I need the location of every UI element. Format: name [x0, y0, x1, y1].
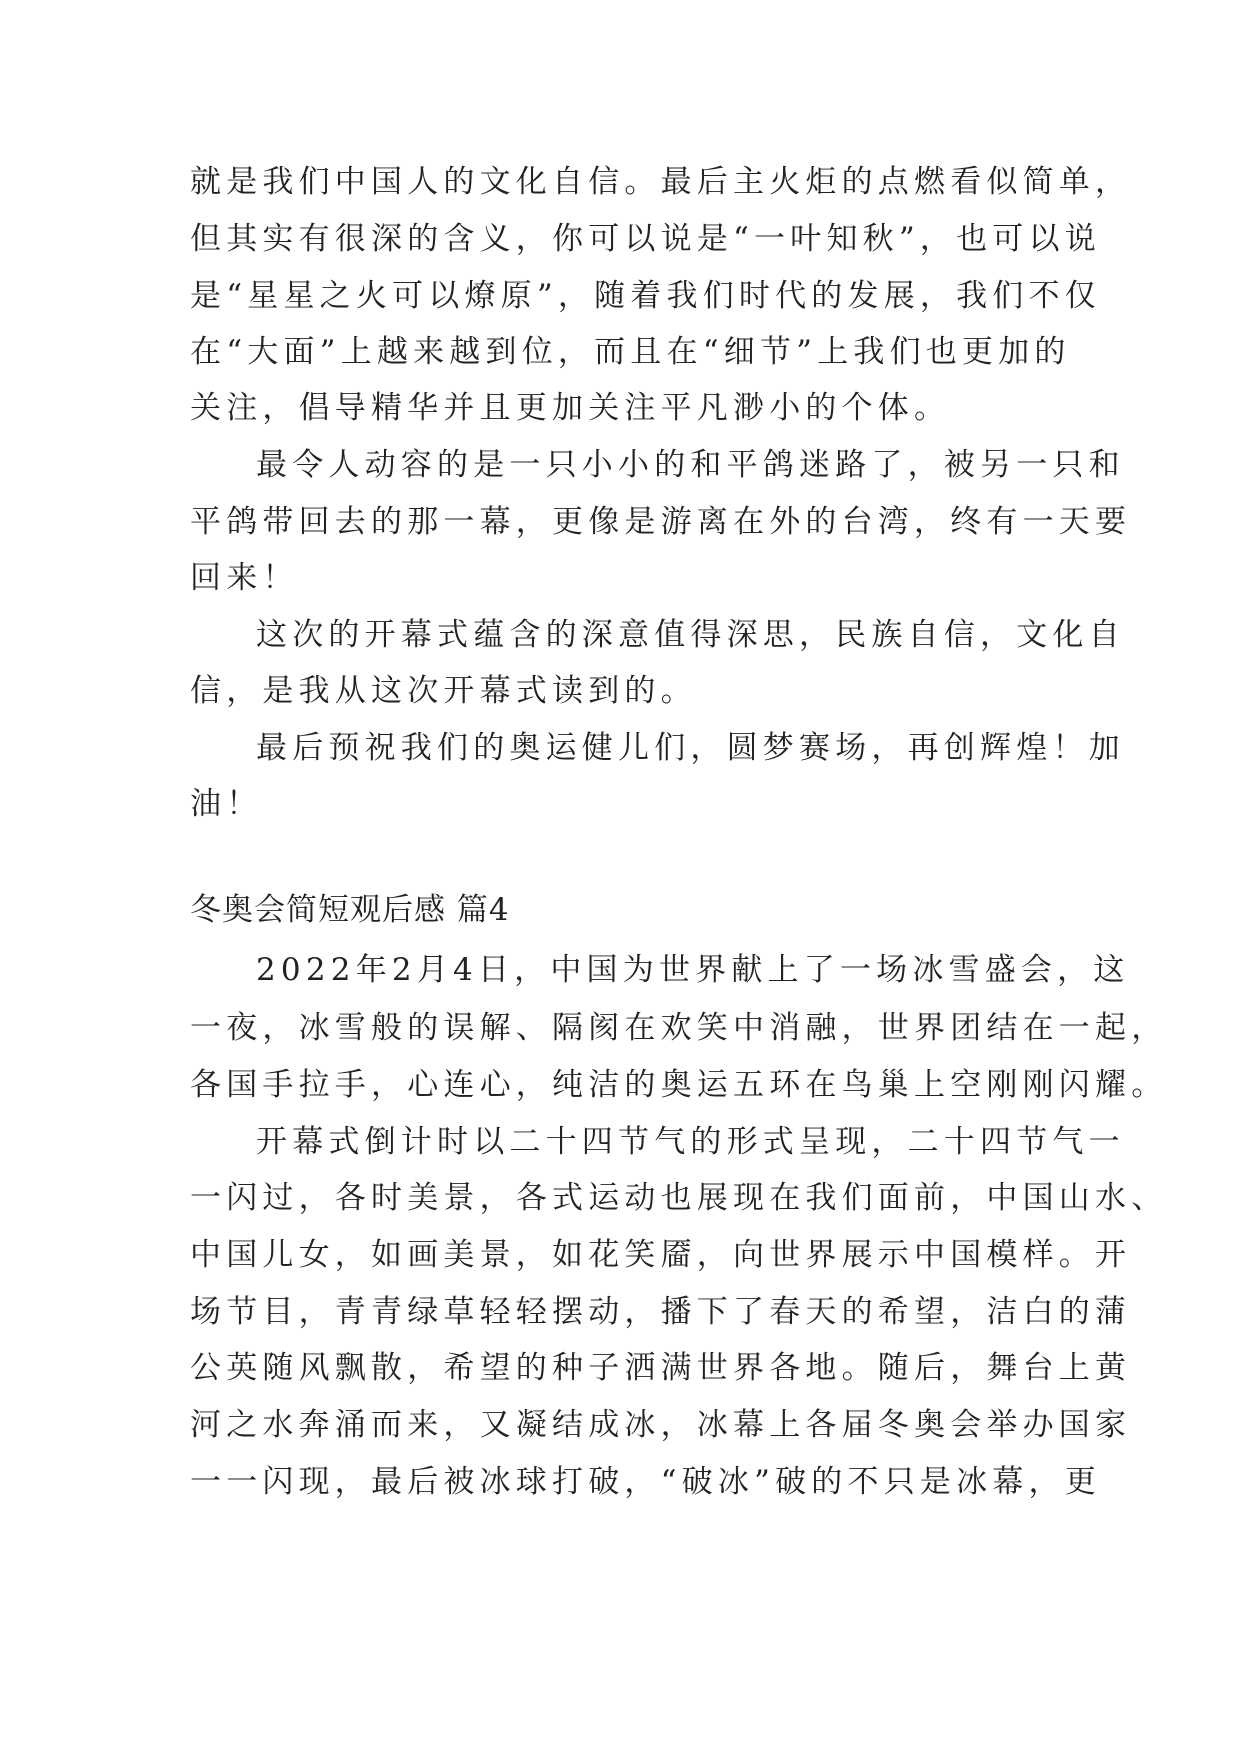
text-line: 但其实有很深的含义，你可以说是“一叶知秋”，也可以说 — [190, 221, 1101, 257]
text-line: 河之水奔涌而来，又凝结成冰，冰幕上各届冬奥会举办国家 — [190, 1407, 1132, 1443]
text-line: 就是我们中国人的文化自信。最后主火炬的点燃看似简单， — [190, 164, 1132, 200]
text-line: 最后预祝我们的奥运健儿们，圆梦赛场，再创辉煌！加 — [256, 730, 1125, 766]
text-line: 关注，倡导精华并且更加关注平凡渺小的个体。 — [190, 390, 951, 426]
text-line: 2022年2月4日，中国为世界献上了一场冰雪盛会，这 — [256, 952, 1130, 988]
text-line: 场节目，青青绿草轻轻摆动，播下了春天的希望，洁白的蒲 — [190, 1294, 1132, 1330]
text-line: 油！ — [190, 786, 263, 822]
text-line: 是“星星之火可以燎原”，随着我们时代的发展，我们不仅 — [190, 278, 1101, 314]
text-line: 中国儿女，如画美景，如花笑靥，向世界展示中国模样。开 — [190, 1237, 1132, 1273]
text-line: 一闪过，各时美景，各式运动也展现在我们面前，中国山水、 — [190, 1180, 1168, 1216]
text-line: 信，是我从这次开幕式读到的。 — [190, 673, 697, 709]
text-line: 最令人动容的是一只小小的和平鸽迷路了，被另一只和 — [256, 447, 1125, 483]
text-line: 这次的开幕式蕴含的深意值得深思，民族自信，文化自 — [256, 617, 1125, 653]
section-heading: 冬奥会简短观后感 篇4 — [190, 892, 510, 928]
text-line: 公英随风飘散，希望的种子洒满世界各地。随后，舞台上黄 — [190, 1350, 1132, 1386]
text-line: 在“大面”上越来越到位，而且在“细节”上我们也更加的 — [190, 334, 1071, 370]
text-line: 一一闪现，最后被冰球打破，“破冰”破的不只是冰幕，更 — [190, 1464, 1101, 1500]
text-line: 一夜，冰雪般的误解、隔阂在欢笑中消融，世界团结在一起， — [190, 1010, 1168, 1046]
text-line: 回来！ — [190, 560, 299, 596]
text-line: 开幕式倒计时以二十四节气的形式呈现，二十四节气一 — [256, 1124, 1125, 1160]
text-line: 平鸽带回去的那一幕，更像是游离在外的台湾，终有一天要 — [190, 504, 1132, 540]
text-line: 各国手拉手，心连心，纯洁的奥运五环在鸟巢上空刚刚闪耀。 — [190, 1067, 1168, 1103]
